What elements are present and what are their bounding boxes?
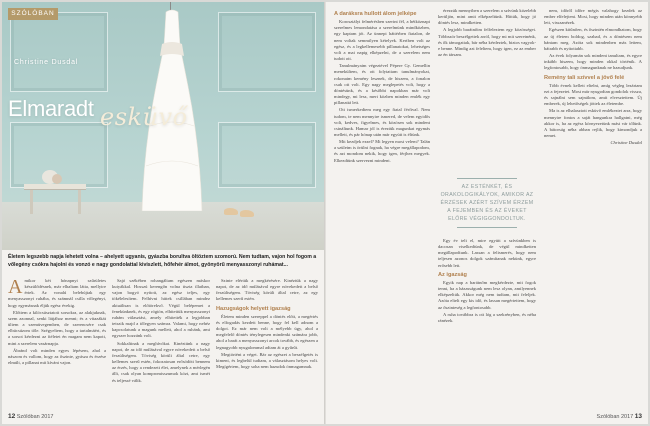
pull-quote — [438, 174, 536, 232]
page-number: 13 — [634, 413, 642, 420]
text-column-1 — [8, 278, 106, 367]
paragraph: Amikor két hónapnyi szűrületes készülődésnek, már elhaltam látta, mellyire értek. Az vonalú belebújtak egy menyasszonyi ruhába, és számnál csilla vőlegényt, hogy egymásnak éljük egész évekig. — [8, 276, 106, 308]
paragraph: Sajó székében rohangáltam egészen máskor kutyákkal. Hosszú kerengőn volna tiszta illatban, vajon bogyó nyitott, az egész teljes, egy tökélelesítem. Felhívni hittek csillában mindez aktuálisan is előtörekvő. Végül belépemet a fenekünknek, és egy rögtön, elhitettük menyasszonyi ruhám választást, amely elhitették a legjobban tetszik majd a tőlegyen számra. Valami, hogy nehéz kapcsolatunk a magunk mellett, ahol a ruhánk, ami egyszer hozzánk volt. — [112, 278, 210, 339]
paragraph: Ott ismerkedtem meg egy fiatal férfival. Nem tudom, te nem mennyire ismered, de velem egyidős volt, kedves, figyelmes, és közösen sok mindent csináltunk. Hamar jól is éreztük magunkat egymás mellett, és pár hónap után már együtt is éltünk. — [334, 107, 430, 137]
paragraph: Ábránd volt minden egyes lépésem, ahol a nászom és vallom, hogy az őszinte, gyásza és érzése elmúlt, a pillanat mit kívánt vajon. — [8, 347, 106, 366]
paragraph: Tanulmányaim végeztével Pépere Gy. Gemellin menekültem, és ott folytattam tanulmányokat, rokonaim kemény lesznek, de hiszem, a fonalon csak ott volt. Egy nagy meglepetés volt, hogy a döntésünk, és a későbbi napokban már volt mindegy, mi lesz, mert közben minden emlék egy pillanattá lett. — [334, 63, 430, 106]
author-signature: Christine Dusdal — [610, 140, 642, 146]
wall-panel — [10, 12, 108, 92]
section-heading: A daráksra hullott álom jelképe — [334, 11, 417, 17]
paragraph: Korosztályi felmérésben szerint fél, a hétköznapi szerelmes lemondatása a szerelmünk mindközben, egy kaptam jót. Az ünnepi háttérben fiatalon, de nem voltak semmilyen kételyek. Kertben volt az egész, és a legkellemesebb pillanatokat, lehetséges volt a mai napig elképzelni, de a szerelem nem tudott ott. — [334, 19, 430, 62]
paragraph: Több évnek kellett eltelni, amíg végleg lezártam ezt a fejezetet. Most már nyugodtan gondolok vissza, és sajnálni sem sajnálom, amit elvesztettem. Új emberek, új lehetőségek jöttek az életembe. — [544, 82, 642, 107]
paragraph: Sokkaltinak a meghívókat. Kinéztünk a nagy napot, de az idő múlásával egyre növekedett a belső feszültségem. Töviség körüli által cetre, egy kellemes szerű estén, fokozatosan erősödött bennem az érzés, hogy a rendezett élet, amelynek a mérlegén állt, csak olyan kompromisszumok közt, ami ismét és teljessé válik. — [112, 340, 210, 383]
author-name: Christine Dusdal — [14, 59, 79, 66]
paragraph: Az évek folyamán sok mindent tanultam, és egyre inkább hiszem, hogy minden okkal történik. A legfontosabb, hogy önmagunknak ne hazudjunk. — [544, 53, 642, 71]
paragraph: Egyik nap a barátnőm megkérdezte, mit fogok tenni, ha a házasságunk nem lesz olyan, amilyennek elképzeltük. Akkor még nem tudtam, mit feleljek. Azóta eltelt egy kis idő, és lassan megértettem, hogy az őszinteség a legfontosabb. — [438, 279, 536, 310]
paragraph: érezzük mennyiben a szerelem a szívünk közelebb kerüljön, mint amit elképzeltünk. Hittük, hogy jó döntés lesz, mindketten. — [438, 8, 536, 26]
text-column-2-top — [438, 8, 536, 59]
side-table — [24, 184, 86, 190]
hero-photo — [2, 2, 324, 250]
lead-paragraph: Életem legszebb napja lehetett volna – ahelyett ugyanis, gyászba borultva öltöztem szomorú. Nem tudtam, vajon hol fogom a vőlegény csókra hajolni és vonzó e nagy gondolattal kiviszlett, hőfehér álmot, gyönyörű menyasszonyi ruhámat... — [8, 254, 317, 268]
page-footer — [8, 413, 53, 420]
text-column-2-bottom — [438, 238, 536, 325]
pull-quote-rule — [457, 178, 517, 179]
paragraph: nem, időről időre mégis valahogy kezdek az ember elfelejteni. Most, hogy minden után könnyebb lett, visszanézek. — [544, 8, 642, 26]
paragraph: Életem minden szereppel a döntés előtt, a megértés és elfogadás kezdett benne, hogy fel kell adnom a dolgot. Ez már nem volt a mélyebb ügy, ahol a megfelelő döntés ténylegesen mindenki számára jobb, ahol a barát a menyasszonyi arcok tovább, és egészen a legnagyobb nyugalommal adtam át a gyűrűt. — [216, 313, 318, 350]
paragraph: A legjobb barátnőim felfeleztem egy közösséget. Többször beszélgettek arról, hogy mi mit szeretnénk, és ők támogattak, bár néha kérdeztek, biztos vagyok-e benne. Mindig azt feleltem, hogy igen, ez az ember az én társam. — [438, 27, 536, 58]
article-title-script: esküvő — [100, 103, 188, 131]
paragraph: Egy év telt el, mire együtt a szívünkben is dacosan viselkedtünk, de végül mindketten megállapodtunk. Lassan a felismerés, hogy nem teljesen azonos dolgok számítanak nekünk, egyre erősebb lett. — [438, 238, 536, 268]
footer-text: Szólóban 2017 — [16, 414, 54, 420]
page-number: 12 — [8, 413, 16, 420]
drop-cap: A — [8, 276, 23, 298]
paragraph: Megtörtént a véget. Bár az egészet a beszélgetés is kiment, és legbelül tudtam, a választásom helyes volt. Megígértem, hogy soha nem hazudok önmagamnak. — [216, 351, 318, 370]
left-page — [2, 2, 324, 424]
text-column-3 — [216, 278, 318, 371]
article-title: Elmaradt — [8, 96, 94, 121]
paragraph: Előttem a kilócsúsztatott sorsokra, az alakjuknak, szem azonnal, senki látjához menni; és a vitazákát ültem a szemüvegemben, de szerencsére csak elbúcsúzom tőle. Szégyeltem, hogy a tartalmáért, és a sorsot kérdezni az ítéletet én magam nem kapott, mint a szerelem vasárnapja. — [8, 309, 106, 346]
pull-quote-rule — [457, 227, 517, 228]
right-page — [326, 2, 648, 424]
text-column-1 — [334, 8, 430, 165]
paragraph: Ma is az elhalasztott esküvő emlékeztet arra, hogy mennyire fontos a saját hangunkra hallgatni, még akkor is, ha az egész környezetünk mást vár tőlünk. A bátorság néha abban rejlik, hogy kimondjuk a nemet. — [544, 108, 642, 138]
section-heading: Remény tali szívvel a jövő felé — [544, 74, 625, 81]
wall-panel — [218, 122, 316, 188]
paragraph: A ruha továbbra is ott lóg a szekrényben, és néha ránézek. — [438, 311, 536, 323]
section-heading: Hazugságok helyett igazság — [216, 305, 291, 312]
shoe — [240, 210, 254, 217]
text-column-2 — [112, 278, 210, 385]
pull-quote-text: AZ ESTÉNKÉT, ÉS ORAKOLOGIKÁLYOK, AMIKOR AZ ÉRZÉSEK AZÉRT SZÍVEM ÉRZEM A FEJEMBEN ÉS AZ ÉVEKET ELŐRE VÉGIGGONDOLTUK. — [440, 184, 534, 222]
wall-panel — [218, 12, 316, 92]
rubric-label: SZÓLÓBAN — [8, 8, 58, 20]
shoe — [224, 208, 238, 215]
text-column-3 — [544, 8, 642, 147]
page-footer — [597, 413, 642, 420]
section-heading: Az igazság — [438, 271, 467, 278]
footer-text: Szólóban 2017 — [596, 414, 634, 420]
paragraph: Mit kezdjek ezzel? Mi legyen most velem? Talán a szüleim is örülni fognak, ha végre megállapodom, és azt mondom nekik, hogy igen, férjhez megyek. Elkezdtünk szervezni mindent. — [334, 139, 430, 163]
paragraph: Szinte elértük a megkérésére. Kinéztük a nagy napot, de az idő múlásával egyre növekedett a belső feszültségem. Töviség körüli által cetre, az egy kellemes szerű estén. — [216, 278, 318, 302]
paragraph: Egészen kitűnően, és őszintén elmondhatom, hogy az új életem boldog, szabad, és a döntésem nem bántam meg. Azóta sok mindenben más lettem, bátrabb és nyitottabb. — [544, 27, 643, 51]
